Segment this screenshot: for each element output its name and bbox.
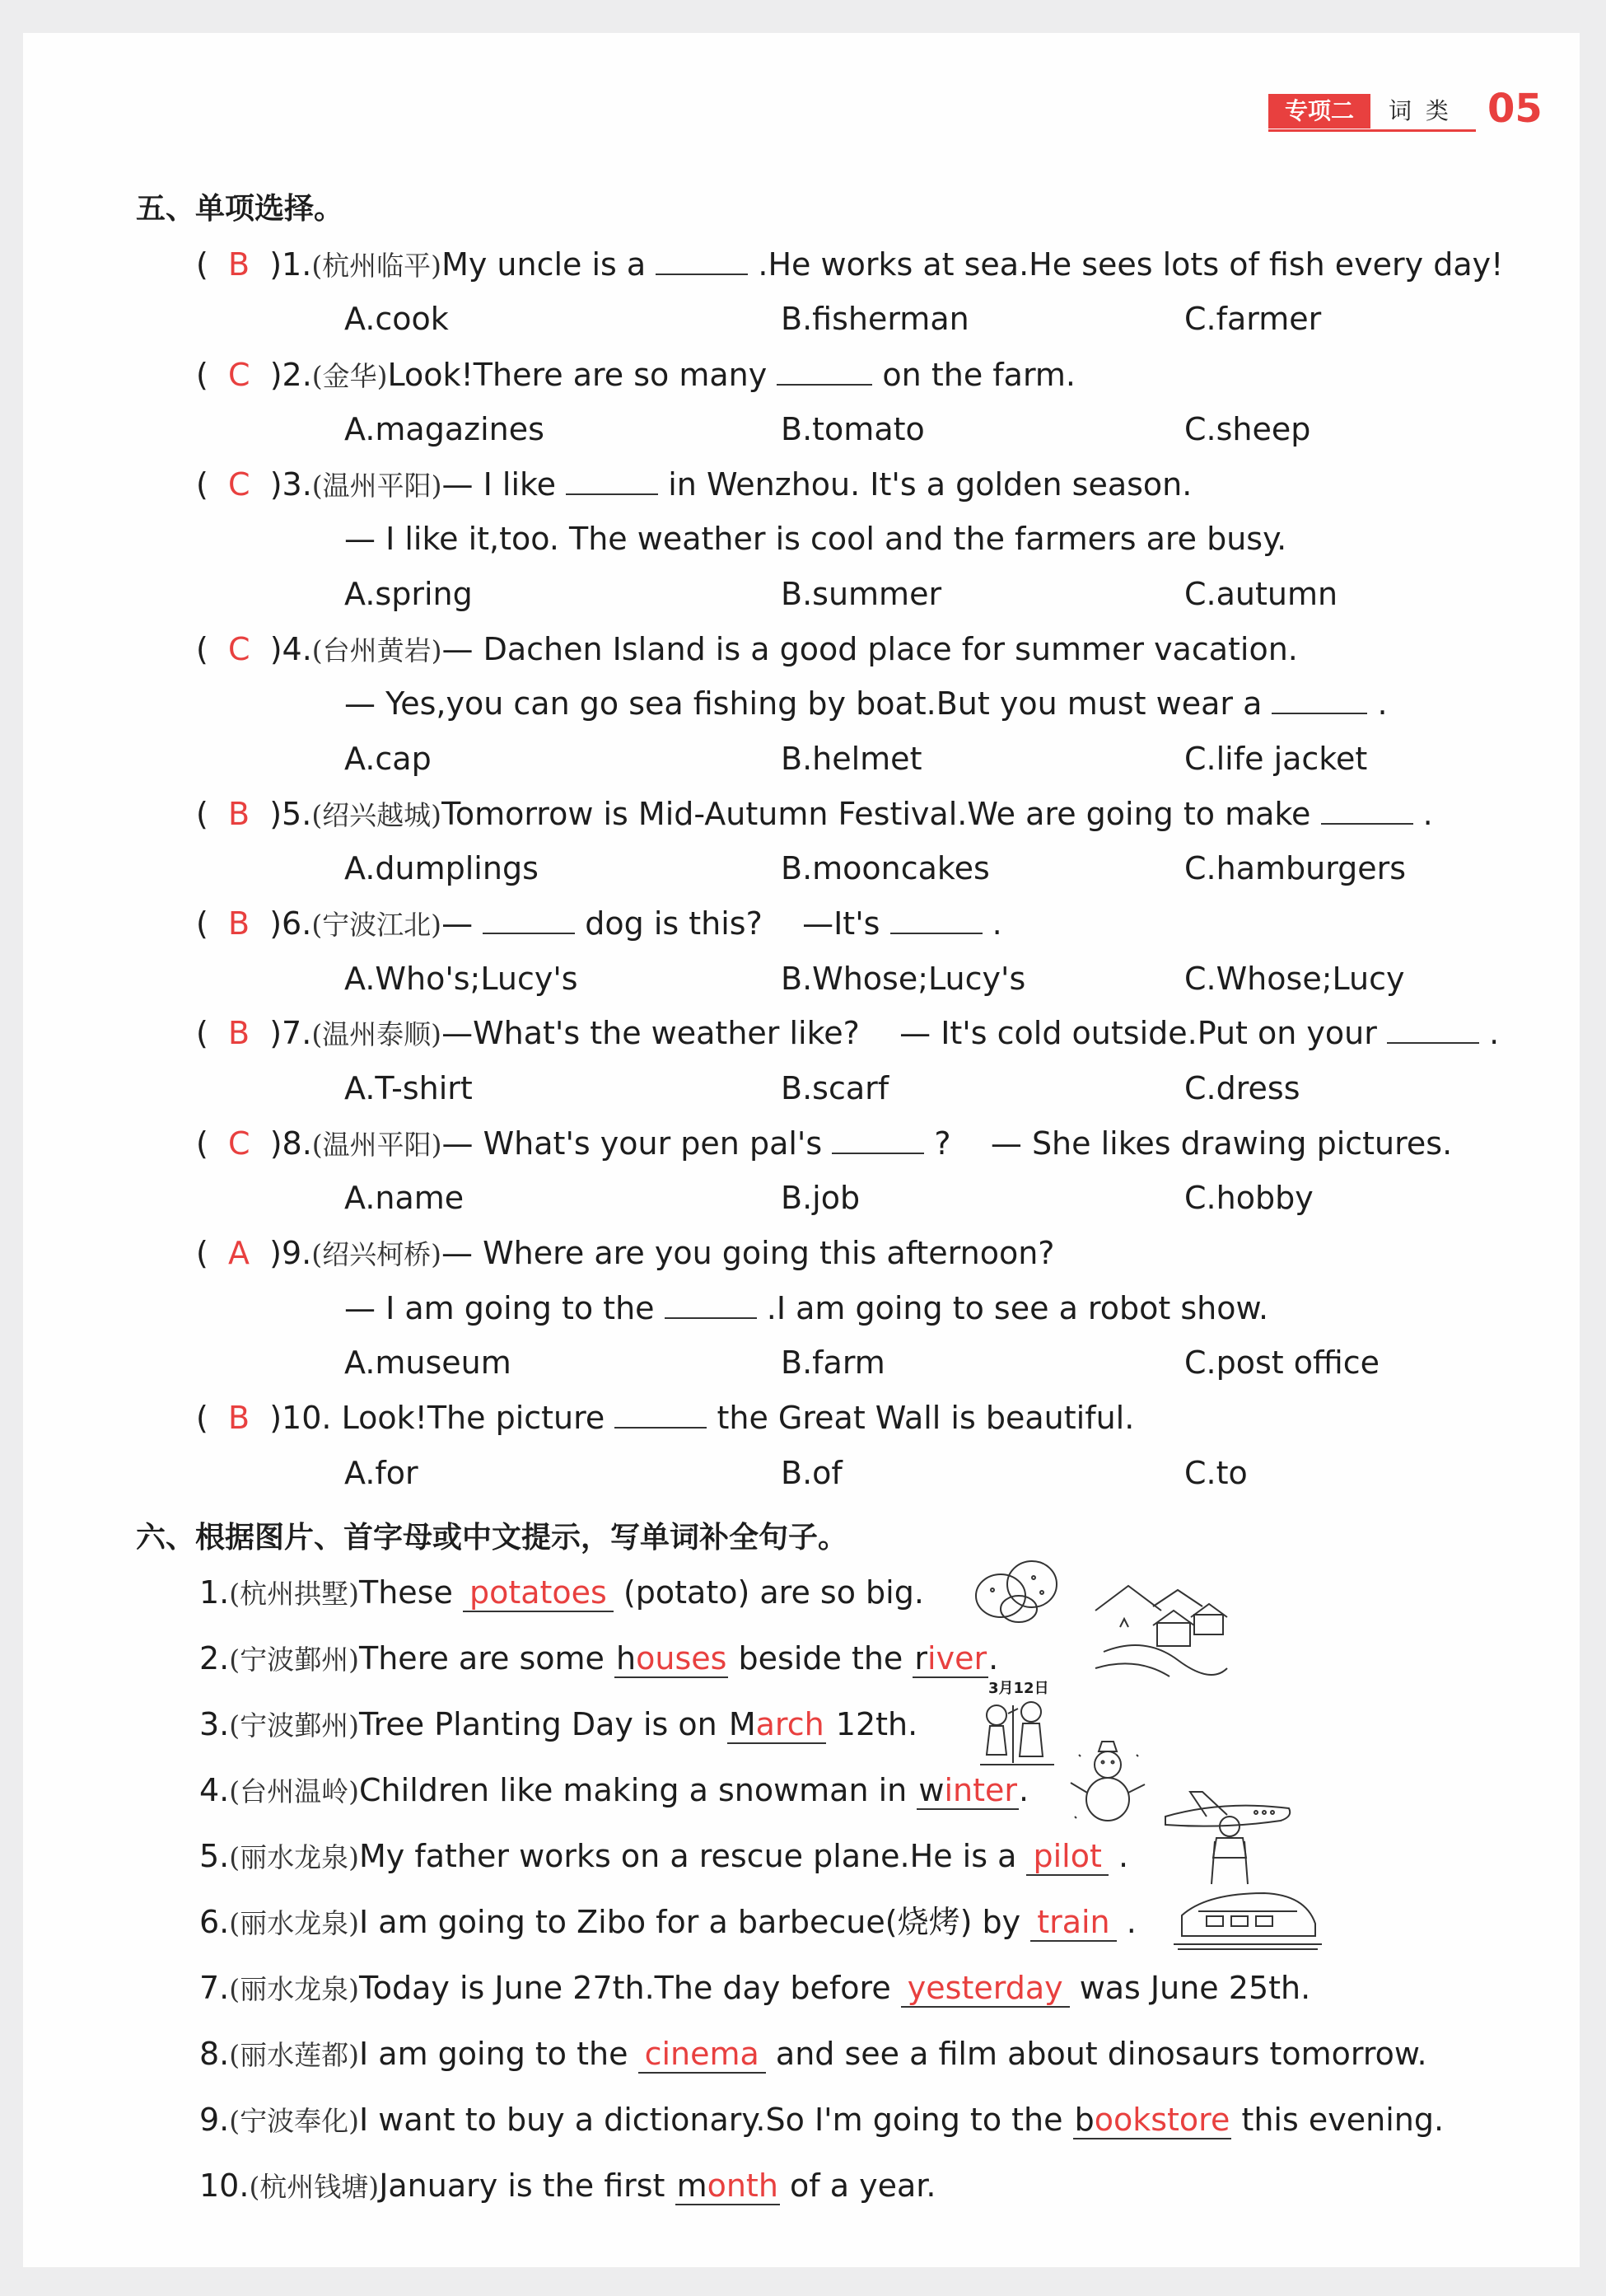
option-c: C.sheep: [1184, 411, 1311, 447]
question-number: 10.: [282, 1400, 332, 1436]
question-7: ( B )7.(温州泰顺)—What's the weather like? — It's cold outside.Put on your .: [196, 1015, 1500, 1051]
item-text: I am going to Zibo for a barbecue(烧烤) by: [359, 1904, 1021, 1940]
answer-blank: [665, 1291, 757, 1319]
fill-item-3: [199, 1704, 917, 1747]
item-source: (宁波奉化): [229, 2105, 360, 2137]
item-source: (杭州拱墅): [229, 1578, 360, 1610]
item-text: beside the: [738, 1640, 903, 1676]
question-4: ( C )4.(台州黄岩)— Dachen Island is a good place for summer vacation.: [196, 631, 1298, 667]
answer-4: C: [227, 631, 250, 667]
question-source: (绍兴越城): [311, 799, 442, 831]
filled-word: inter: [944, 1772, 1017, 1808]
question-6: ( B )6.(宁波江北)— dog is this? —It's .: [196, 905, 1002, 942]
option-a: A.cook: [344, 301, 449, 337]
question-text: — I am going to the: [344, 1290, 655, 1326]
item-number: 10.: [199, 2167, 250, 2204]
question-text: .: [1422, 796, 1433, 832]
question-text: —It's: [802, 905, 880, 942]
tree-planting-illustration: [972, 1697, 1062, 1771]
question-3: ( C )3.(温州平阳)— I like in Wenzhou. It's a golden season.: [196, 466, 1193, 503]
filled-word: arch: [755, 1706, 824, 1742]
fill-item-5: [199, 1835, 1128, 1878]
filled-word: cinema: [644, 2036, 759, 2072]
item-number: 7.: [199, 1970, 230, 2006]
question-text: —: [441, 905, 474, 942]
topic-category: 词 类: [1389, 97, 1452, 124]
question-number: 4.: [282, 631, 312, 667]
answer-3: C: [227, 466, 250, 503]
answer-7: B: [227, 1015, 250, 1051]
question-text: .: [992, 905, 1002, 942]
option-c: C.to: [1184, 1455, 1248, 1491]
item-text: I want to buy a dictionary.So I'm going to the: [359, 2102, 1063, 2138]
question-text: — Dachen Island is a good place for summer vacation.: [441, 631, 1298, 667]
item-source: (丽水莲都): [229, 2039, 360, 2071]
item-source: (宁波鄞州): [229, 1644, 360, 1676]
question-number: 8.: [282, 1125, 312, 1162]
option-a: A.for: [344, 1455, 418, 1491]
option-a: A.dumplings: [344, 850, 539, 886]
item-text: .: [1118, 1838, 1129, 1874]
question-text: .I am going to see a robot show.: [766, 1290, 1269, 1326]
section5-title: 五、单项选择。: [136, 192, 344, 226]
answer-blank: [1321, 797, 1413, 825]
answer-blank: [614, 1401, 707, 1429]
question-number: 7.: [282, 1015, 312, 1051]
question-text: — She likes drawing pictures.: [990, 1125, 1453, 1162]
question-8: ( C )8.(温州平阳)— What's your pen pal's ? — She likes drawing pictures.: [196, 1125, 1453, 1162]
question-2: ( C )2.(金华)Look!There are so many on the farm.: [196, 357, 1076, 393]
answer-blank: [566, 467, 658, 495]
item-text: 12th.: [835, 1706, 918, 1742]
filled-word: potatoes: [469, 1574, 607, 1611]
question-source: (杭州临平): [311, 250, 442, 282]
question-4-line2: [344, 683, 1388, 724]
question-text: —What's the weather like?: [441, 1015, 860, 1051]
fill-item-1: [199, 1572, 924, 1615]
fill-answer: [913, 1640, 988, 1678]
answer-blank: [1387, 1016, 1479, 1044]
answer-blank: [483, 906, 575, 934]
item-text: .: [1126, 1904, 1137, 1940]
given-letter: w: [918, 1772, 945, 1808]
filled-word: ookstore: [1094, 2102, 1230, 2138]
fill-item-2: [199, 1638, 998, 1681]
option-c: C.hamburgers: [1184, 850, 1407, 886]
question-9-line2: [344, 1288, 1268, 1329]
question-text: — Where are you going this afternoon?: [441, 1235, 1055, 1271]
filled-word: yesterday: [907, 1970, 1063, 2006]
option-b: B.scarf: [781, 1070, 889, 1106]
option-c: C.autumn: [1184, 576, 1338, 612]
fill-item-9: [199, 2099, 1444, 2142]
item-text: I am going to the: [359, 2036, 628, 2072]
item-text: of a year.: [790, 2167, 936, 2204]
fill-answer: [1073, 2102, 1232, 2139]
train-illustration: [1174, 1887, 1322, 1952]
answer-2: C: [227, 357, 250, 393]
option-c: C.hobby: [1184, 1180, 1314, 1216]
answer-blank: [1272, 686, 1367, 714]
option-a: A.magazines: [344, 411, 544, 447]
option-c: C.Whose;Lucy: [1184, 961, 1405, 997]
header-underline: [1268, 129, 1476, 132]
question-text: Look!There are so many: [387, 357, 768, 393]
question-source: (温州泰顺): [311, 1018, 442, 1050]
fill-item-4: [199, 1770, 1029, 1812]
answer-blank: [832, 1126, 924, 1154]
question-text: — What's your pen pal's: [441, 1125, 823, 1162]
given-letter: r: [914, 1640, 928, 1676]
item-source: (宁波鄞州): [229, 1709, 360, 1742]
answer-9: A: [227, 1235, 250, 1271]
question-text: .: [1377, 685, 1388, 722]
potatoes-illustration: [968, 1553, 1067, 1627]
question-source: (绍兴柯桥): [311, 1238, 441, 1270]
option-a: A.T-shirt: [344, 1070, 473, 1106]
item-text: .: [1019, 1772, 1029, 1808]
question-source: (金华): [311, 360, 388, 392]
option-b: B.Whose;Lucy's: [781, 961, 1026, 997]
question-text: — It's cold outside.Put on your: [899, 1015, 1377, 1051]
pilot-plane-illustration: [1157, 1784, 1297, 1887]
fill-answer: [675, 2167, 780, 2205]
item-text: .: [988, 1640, 999, 1676]
fill-answer: [638, 2036, 766, 2074]
answer-5: B: [227, 796, 250, 832]
option-b: B.farm: [781, 1344, 885, 1381]
filled-word: onth: [707, 2167, 778, 2204]
answer-6: B: [227, 905, 250, 942]
answer-8: C: [227, 1125, 250, 1162]
question-9: ( A )9.(绍兴柯桥)— Where are you going this afternoon?: [196, 1235, 1055, 1271]
filled-word: ouses: [636, 1640, 727, 1676]
given-letter: M: [728, 1706, 756, 1742]
question-text: dog is this?: [585, 905, 763, 942]
answer-blank: [777, 358, 872, 386]
item-text: There are some: [359, 1640, 605, 1676]
question-text: Look!The picture: [341, 1400, 605, 1436]
item-number: 8.: [199, 2036, 230, 2072]
filled-word: train: [1037, 1904, 1110, 1940]
fill-answer: [917, 1772, 1019, 1810]
question-text: on the farm.: [882, 357, 1076, 393]
item-number: 4.: [199, 1772, 230, 1808]
item-number: 2.: [199, 1640, 230, 1676]
item-number: 3.: [199, 1706, 230, 1742]
question-text: — Yes,you can go sea fishing by boat.But you must wear a: [344, 685, 1263, 722]
answer-10: B: [227, 1400, 250, 1436]
snowman-illustration: [1062, 1738, 1153, 1829]
answer-1: B: [227, 246, 250, 283]
item-number: 5.: [199, 1838, 230, 1874]
question-number: 5.: [282, 796, 312, 832]
question-number: 6.: [282, 905, 312, 942]
fill-answer: [463, 1574, 614, 1612]
page-number: 05: [1487, 86, 1543, 132]
item-source: (丽水龙泉): [229, 1841, 360, 1873]
option-a: A.cap: [344, 741, 432, 777]
question-source: (温州平阳): [311, 1129, 442, 1161]
option-c: C.post office: [1184, 1344, 1380, 1381]
question-text: the Great Wall is beautiful.: [717, 1400, 1135, 1436]
question-text: .: [1489, 1015, 1500, 1051]
item-text: Today is June 27th.The day before: [359, 1970, 891, 2006]
option-a: A.name: [344, 1180, 465, 1216]
fill-item-8: [199, 2033, 1427, 2076]
option-c: C.dress: [1184, 1070, 1300, 1106]
option-c: C.farmer: [1184, 301, 1322, 337]
item-text: this evening.: [1241, 2102, 1445, 2138]
question-number: 1.: [282, 246, 312, 283]
question-source: (台州黄岩): [311, 634, 442, 666]
question-text: My uncle is a: [441, 246, 647, 283]
question-text: Tomorrow is Mid-Autumn Festival.We are going to make: [441, 796, 1311, 832]
option-a: A.spring: [344, 576, 473, 612]
option-b: B.job: [781, 1180, 861, 1216]
option-a: A.Who's;Lucy's: [344, 961, 578, 997]
question-3-line2: — I like it,too. The weather is cool and the farmers are busy.: [344, 521, 1287, 557]
fill-answer: [1030, 1904, 1116, 1942]
given-letter: b: [1074, 2102, 1095, 2138]
option-c: C.life jacket: [1184, 741, 1368, 777]
item-text: (potato) are so big.: [623, 1574, 924, 1611]
option-b: B.tomato: [781, 411, 925, 447]
question-text: .He works at sea.He sees lots of fish every day!: [758, 246, 1504, 283]
filled-word: pilot: [1033, 1838, 1102, 1874]
question-number: 3.: [282, 466, 312, 503]
item-source: (丽水龙泉): [229, 1973, 360, 2005]
item-text: These: [359, 1574, 453, 1611]
answer-blank: [890, 906, 983, 934]
item-number: 9.: [199, 2102, 230, 2138]
section6-title: 六、根据图片、首字母或中文提示，写单词补全句子。: [136, 1521, 848, 1555]
item-text: January is the first: [379, 2167, 665, 2204]
option-a: A.museum: [344, 1344, 511, 1381]
item-text: Tree Planting Day is on: [359, 1706, 717, 1742]
item-text: and see a film about dinosaurs tomorrow.: [775, 2036, 1427, 2072]
item-source: (杭州钱塘): [249, 2171, 380, 2203]
question-5: ( B )5.(绍兴越城)Tomorrow is Mid-Autumn Festival.We are going to make .: [196, 796, 1433, 832]
pic-date-label: 3月12日: [988, 1680, 1049, 1697]
fill-answer: [614, 1640, 728, 1678]
item-source: (丽水龙泉): [229, 1907, 360, 1939]
question-1: ( B )1.(杭州临平)My uncle is a .He works at sea.He sees lots of fish every day!: [196, 246, 1504, 283]
item-text: My father works on a rescue plane.He is a: [359, 1838, 1017, 1874]
question-number: 2.: [282, 357, 312, 393]
option-b: B.summer: [781, 576, 942, 612]
question-source: (宁波江北): [311, 909, 442, 941]
option-b: B.of: [781, 1455, 843, 1491]
item-number: 1.: [199, 1574, 230, 1611]
fill-answer: [901, 1970, 1070, 2008]
item-source: (台州温岭): [229, 1775, 360, 1807]
question-text: in Wenzhou. It's a golden season.: [668, 466, 1193, 503]
fill-item-7: [199, 1967, 1310, 2010]
houses-river-illustration: [1087, 1578, 1235, 1689]
option-b: B.mooncakes: [781, 850, 990, 886]
item-text: was June 25th.: [1079, 1970, 1311, 2006]
fill-answer: [727, 1706, 826, 1744]
fill-item-10: [199, 2165, 936, 2208]
answer-blank: [656, 247, 748, 275]
given-letter: m: [676, 2167, 707, 2204]
given-letter: h: [616, 1640, 637, 1676]
fill-answer: [1026, 1838, 1108, 1876]
option-b: B.fisherman: [781, 301, 969, 337]
item-text: Children like making a snowman in: [359, 1772, 908, 1808]
item-number: 6.: [199, 1904, 230, 1940]
fill-item-6: [199, 1901, 1137, 1944]
option-b: B.helmet: [781, 741, 922, 777]
question-10: ( B )10. Look!The picture the Great Wall is beautiful.: [196, 1400, 1135, 1436]
question-text: — I like: [441, 466, 557, 503]
question-source: (温州平阳): [311, 470, 442, 502]
filled-word: iver: [927, 1640, 987, 1676]
question-text: ?: [934, 1125, 951, 1162]
question-number: 9.: [281, 1235, 312, 1271]
topic-badge: 专项二: [1268, 94, 1370, 129]
